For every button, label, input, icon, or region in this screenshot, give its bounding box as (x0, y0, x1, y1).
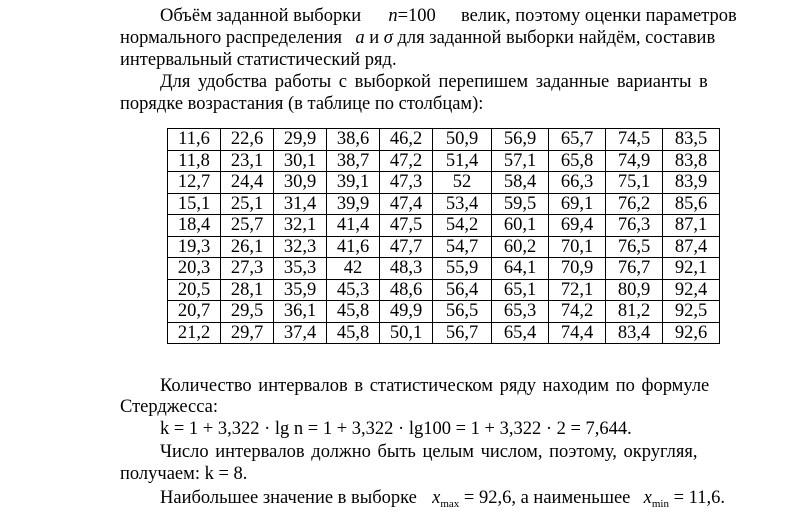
table-row (168, 193, 720, 215)
table-cell: 76,5 (606, 236, 663, 258)
table-cell: 45,3 (327, 279, 380, 301)
table-cell: 32,1 (274, 215, 327, 237)
table-cell: 66,3 (549, 172, 606, 194)
table-cell: 87,1 (663, 215, 720, 237)
subscript-max: max (440, 498, 460, 510)
sturges-formula (160, 418, 632, 440)
table-cell: 25,1 (221, 193, 274, 215)
paragraph-4-line-2 (120, 463, 247, 485)
table-cell: 92,5 (663, 301, 720, 323)
table-cell: 81,2 (606, 301, 663, 323)
table-row (168, 322, 720, 344)
table-cell: 60,1 (492, 215, 549, 237)
subscript-min: min (651, 498, 669, 510)
table-cell: 53,4 (433, 193, 492, 215)
table-cell: 42 (327, 258, 380, 280)
math-var-sigma: σ (383, 28, 393, 48)
table-cell: 20,3 (168, 258, 221, 280)
table-cell: 76,7 (606, 258, 663, 280)
table-cell: 48,3 (380, 258, 433, 280)
table-row (168, 236, 720, 258)
table-cell: 65,3 (492, 301, 549, 323)
xmax-value: = 92,6 (459, 488, 512, 508)
table-cell: 54,2 (433, 215, 492, 237)
formula-text: k = 1 + 3,322 · lg n = 1 + 3,322 · lg100 = 1 + 3,322 · 2 = 7,644. (160, 419, 632, 439)
table-cell: 80,9 (606, 279, 663, 301)
table-cell: 47,7 (380, 236, 433, 258)
k-result: k = 8. (204, 464, 248, 484)
table-cell: 74,5 (606, 129, 663, 151)
text-fragment: велик, поэтому оценки параметров (461, 6, 737, 26)
math-eq-100: =100 (397, 6, 436, 26)
table-cell: 85,6 (663, 193, 720, 215)
table-cell: 69,4 (549, 215, 606, 237)
table-cell: 11,6 (168, 129, 221, 151)
table-cell: 29,7 (221, 322, 274, 344)
table-cell: 36,1 (274, 301, 327, 323)
table-cell: 74,2 (549, 301, 606, 323)
table-cell: 30,9 (274, 172, 327, 194)
paragraph-1-line-1 (160, 5, 737, 27)
table-cell: 64,1 (492, 258, 549, 280)
table-cell: 92,1 (663, 258, 720, 280)
paragraph-2-line-1 (160, 71, 708, 93)
table-cell: 29,5 (221, 301, 274, 323)
table-cell: 35,9 (274, 279, 327, 301)
table-cell: 11,8 (168, 150, 221, 172)
table-cell: 70,9 (549, 258, 606, 280)
table-cell: 30,1 (274, 150, 327, 172)
text-fragment: для заданной выборки найдём, составив (397, 28, 716, 48)
table-cell: 92,6 (663, 322, 720, 344)
table-cell: 20,5 (168, 279, 221, 301)
math-var-x: x (432, 488, 441, 508)
table-cell: 28,1 (221, 279, 274, 301)
table-cell: 74,9 (606, 150, 663, 172)
table-cell: 56,7 (433, 322, 492, 344)
table-cell: 51,4 (433, 150, 492, 172)
text-fragment: , а наименьшее (511, 488, 631, 508)
table-row (168, 258, 720, 280)
table-cell: 92,4 (663, 279, 720, 301)
text-fragment: Объём заданной выборки (160, 6, 362, 26)
table-cell: 72,1 (549, 279, 606, 301)
paragraph-4-line-1 (160, 441, 698, 463)
table-cell: 54,7 (433, 236, 492, 258)
math-var-x: x (643, 488, 652, 508)
table-cell: 23,1 (221, 150, 274, 172)
text-fragment: Число интервалов должно быть целым числом, поэтому, округляя, (160, 442, 698, 462)
table-cell: 69,1 (549, 193, 606, 215)
table-cell: 57,1 (492, 150, 549, 172)
paragraph-1-line-3 (120, 49, 397, 71)
table-cell: 65,1 (492, 279, 549, 301)
table-row (168, 279, 720, 301)
sorted-sample-table (167, 128, 720, 344)
math-var-n: n (388, 6, 398, 26)
table-cell: 46,2 (380, 129, 433, 151)
table-cell: 60,2 (492, 236, 549, 258)
table-cell: 87,4 (663, 236, 720, 258)
table-cell: 50,9 (433, 129, 492, 151)
table-cell: 37,4 (274, 322, 327, 344)
table-cell: 65,7 (549, 129, 606, 151)
text-fragment: Наибольшее значение в выборке (160, 488, 417, 508)
table-row (168, 129, 720, 151)
table-cell: 70,1 (549, 236, 606, 258)
xmin-value: = 11,6. (668, 488, 725, 508)
table-cell: 38,6 (327, 129, 380, 151)
text-fragment: получаем: (120, 464, 200, 484)
table-cell: 35,3 (274, 258, 327, 280)
table-cell: 47,5 (380, 215, 433, 237)
table-cell: 47,2 (380, 150, 433, 172)
text-fragment: нормального распределения (120, 28, 343, 48)
table-cell: 45,8 (327, 301, 380, 323)
table-cell: 41,6 (327, 236, 380, 258)
paragraph-2-line-2 (120, 93, 483, 115)
table-cell: 58,4 (492, 172, 549, 194)
table-cell: 21,2 (168, 322, 221, 344)
table-cell: 41,4 (327, 215, 380, 237)
table-cell: 19,3 (168, 236, 221, 258)
text-fragment: и (369, 28, 380, 48)
table-cell: 20,7 (168, 301, 221, 323)
table-cell: 38,7 (327, 150, 380, 172)
table-row (168, 215, 720, 237)
table-cell: 59,5 (492, 193, 549, 215)
paragraph-3-line-2 (120, 396, 218, 418)
table-row (168, 150, 720, 172)
table-cell: 45,8 (327, 322, 380, 344)
table-cell: 27,3 (221, 258, 274, 280)
table-cell: 75,1 (606, 172, 663, 194)
table-body (168, 129, 720, 344)
text-fragment: Стерджесса: (120, 397, 219, 417)
table-row (168, 301, 720, 323)
text-fragment: Для удобства работы с выборкой перепишем заданные варианты в (160, 72, 708, 92)
table-cell: 29,9 (274, 129, 327, 151)
table-cell: 22,6 (221, 129, 274, 151)
table-cell: 50,1 (380, 322, 433, 344)
table-cell: 24,4 (221, 172, 274, 194)
paragraph-5-line-1 (160, 487, 725, 515)
table-cell: 26,1 (221, 236, 274, 258)
table-cell: 65,4 (492, 322, 549, 344)
table-cell: 83,4 (606, 322, 663, 344)
table-cell: 76,2 (606, 193, 663, 215)
math-var-a: a (355, 28, 365, 48)
table-cell: 47,4 (380, 193, 433, 215)
table-cell: 18,4 (168, 215, 221, 237)
table-cell: 65,8 (549, 150, 606, 172)
table-cell: 48,6 (380, 279, 433, 301)
table-cell: 15,1 (168, 193, 221, 215)
table-cell: 56,4 (433, 279, 492, 301)
table-cell: 25,7 (221, 215, 274, 237)
text-fragment: Количество интервалов в статистическом ряду находим по формуле (160, 376, 710, 396)
table-cell: 47,3 (380, 172, 433, 194)
table-cell: 83,8 (663, 150, 720, 172)
text-fragment: порядке возрастания (в таблице по столбцам): (120, 94, 484, 114)
paragraph-3-line-1 (160, 375, 709, 397)
table-cell: 55,9 (433, 258, 492, 280)
table-cell: 76,3 (606, 215, 663, 237)
table-cell: 74,4 (549, 322, 606, 344)
table-cell: 83,5 (663, 129, 720, 151)
table-cell: 12,7 (168, 172, 221, 194)
table-cell: 56,5 (433, 301, 492, 323)
table-cell: 83,9 (663, 172, 720, 194)
table-cell: 39,1 (327, 172, 380, 194)
table-cell: 52 (433, 172, 492, 194)
table-cell: 49,9 (380, 301, 433, 323)
paragraph-1-line-2 (120, 27, 715, 49)
table-cell: 32,3 (274, 236, 327, 258)
text-fragment: интервальный статистический ряд. (120, 50, 397, 70)
table-cell: 56,9 (492, 129, 549, 151)
table-cell: 39,9 (327, 193, 380, 215)
table-row (168, 172, 720, 194)
table-cell: 31,4 (274, 193, 327, 215)
